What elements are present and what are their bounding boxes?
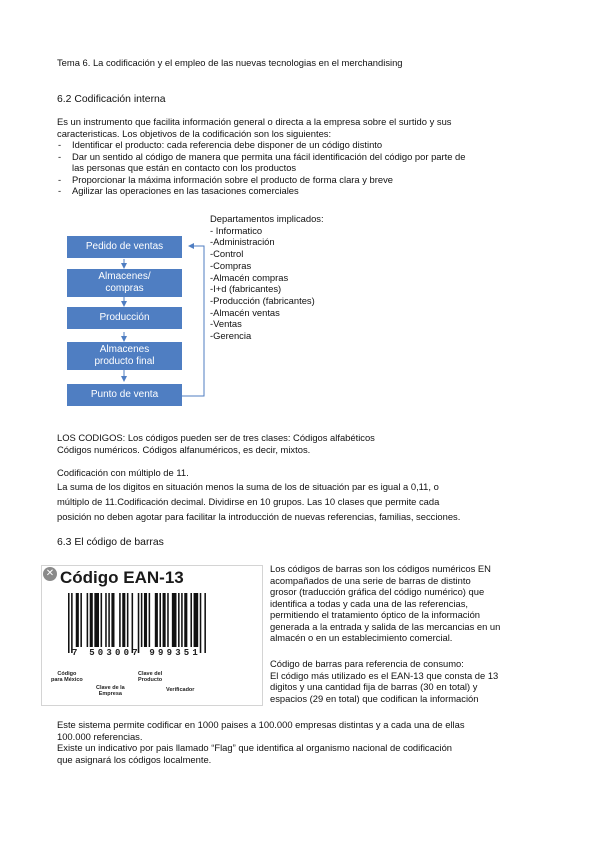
department-item: -Almacén ventas <box>210 306 280 318</box>
return-arrow <box>182 246 204 396</box>
flow-box-label: Almacenes <box>99 344 150 355</box>
footer-line: que asignará los códigos localmente. <box>57 753 212 765</box>
intro-line: caracteristicas. Los objetivos de la codificación son los siguientes: <box>57 127 332 139</box>
barcode-bar <box>71 593 73 653</box>
section-6-3-heading: 6.3 El código de barras <box>57 537 164 548</box>
label-verificador: Verificador <box>166 687 195 693</box>
objective-item <box>57 139 465 151</box>
barcode-bar <box>105 593 107 647</box>
department-item: -Producción (fabricantes) <box>210 294 315 306</box>
modulo11-title: Codificación con múltiplo de 11. <box>57 467 189 478</box>
barcode-bar <box>178 593 180 647</box>
flow-box-label: compras <box>105 283 144 294</box>
barcode-bar <box>111 593 114 647</box>
label-line: Código <box>57 671 77 677</box>
footer-line: 100.000 referencias. <box>57 730 143 742</box>
objective-text: - Agilizar las operaciones en las tasaciones comerciales <box>72 185 299 196</box>
description-line: almacén o en un establecimiento comercial. <box>270 632 453 643</box>
barcode-bar <box>167 593 169 647</box>
section-6-2-intro <box>57 116 465 197</box>
modulo11-line: posición no deben agotar para facilitar la introducción de nuevas referencias, familias, secciones. <box>57 511 461 522</box>
objective-item <box>57 151 465 174</box>
flow-box-punto-venta <box>67 384 182 406</box>
consumer-line: Código de barras para referencia de consumo: <box>270 658 464 669</box>
flow-box-almacenes-compras <box>67 269 182 297</box>
intro-line: Es un instrumento que facilita información general o directa a la empresa sobre el surtido y sus <box>57 116 452 127</box>
label-line: Producto <box>138 677 163 683</box>
barcode-bar <box>127 593 129 647</box>
barcode-bar <box>159 593 161 647</box>
barcode-bar <box>68 593 70 653</box>
barcode-bar <box>138 593 140 653</box>
label-line: Clave de la <box>96 685 125 691</box>
departments-title: Departamentos implicados: <box>210 213 324 224</box>
barcode-bar <box>132 593 134 653</box>
ean-footer-paragraph <box>57 719 465 765</box>
barcode-bar <box>87 593 89 647</box>
label-clave-empresa <box>96 685 125 697</box>
flow-box-label: Pedido de ventas <box>85 241 164 252</box>
barcode-bar <box>181 593 183 647</box>
barcode-bar <box>149 593 151 647</box>
objective-text: - Dar un sentido al código de manera que permita una fácil identificación del código por parte de <box>72 150 466 162</box>
barcode-bar <box>119 593 121 647</box>
department-item: -Administración <box>210 236 275 248</box>
department-item: -Ventas <box>210 318 242 330</box>
barcode-bar <box>122 593 125 647</box>
barcode-bar <box>163 593 166 647</box>
barcode-digits: 7 503007 999351 <box>72 648 202 658</box>
barcode-image <box>41 565 263 706</box>
label-codigo-mexico <box>51 671 83 683</box>
objective-item <box>57 174 465 186</box>
close-icon: ✕ <box>43 567 57 581</box>
footer-line: Existe un indicativo por pais llamado “Flag” que identifica al organismo nacional de codificación <box>57 742 453 753</box>
description-line: permitiendo el tratamiento óptico de la información <box>270 609 481 620</box>
barcode-bars <box>42 566 262 705</box>
modulo11-line: La suma de los digitos en situación menos la suma de los de situación par es igual a 0,11, o <box>57 481 439 492</box>
barcode-bar <box>190 593 192 647</box>
description-line: Los códigos de barras son los códigos numéricos EN <box>270 563 491 574</box>
barcode-bar <box>80 593 82 647</box>
description-line: generada a la entrada y salida de las mercancias en un <box>270 620 501 632</box>
barcode-bar <box>76 593 79 647</box>
barcode-bar <box>101 593 103 647</box>
codes-paragraph <box>57 432 375 455</box>
flow-box-label: Producción <box>99 312 150 323</box>
department-item: -Almacén compras <box>210 271 289 283</box>
departments-list <box>210 213 324 342</box>
consumer-line: espacios (29 en total) que codifican la información <box>270 692 479 704</box>
barcode-bar <box>194 593 199 647</box>
barcode-bar <box>184 593 187 647</box>
objective-text: - Identificar el producto: cada referencia debe disponer de un código distinto <box>72 139 383 150</box>
label-clave-producto <box>138 671 162 683</box>
description-line: grosor (traducción gráfica del código numérico) que <box>270 586 485 597</box>
barcode-bar <box>94 593 99 647</box>
description-line: acompañados de una serie de barras de distinto <box>270 574 471 586</box>
consumer-line: El código más utilizado es el EAN-13 que consta de 13 <box>270 669 499 681</box>
barcode-bar <box>141 593 143 647</box>
barcode-bar <box>204 593 206 653</box>
department-item: - Informatico <box>210 224 263 236</box>
objective-item <box>57 185 465 197</box>
flow-box-label: Almacenes/ <box>98 271 151 282</box>
flow-box-label: Punto de venta <box>90 389 159 400</box>
barcode-description <box>270 563 500 644</box>
department-item: -I+d (fabricantes) <box>210 283 282 295</box>
consumer-barcode-paragraph <box>270 658 498 704</box>
department-item: -Gerencia <box>210 330 252 342</box>
barcode-title: Código EAN-13 <box>60 568 184 587</box>
barcode-bar <box>144 593 147 647</box>
flow-box-pedido <box>67 236 182 258</box>
description-line: identifica a todas y cada una de las referencias, <box>270 597 469 609</box>
modulo11-line: múltiplo de 11.Codificación decimal. Dividirse en 10 grupos. Las 10 clases que permite cada <box>57 496 440 507</box>
consumer-line: digitos y una cantidad fija de barras (30 en total) y <box>270 681 478 692</box>
department-item: -Control <box>210 248 244 260</box>
department-item: -Compras <box>210 259 252 271</box>
label-line: para México <box>51 677 83 683</box>
barcode-bar <box>155 593 158 647</box>
barcode-bar <box>90 593 93 647</box>
section-6-2-heading: 6.2 Codificación interna <box>57 94 166 105</box>
objective-text: las personas que están en contacto con los productos <box>72 162 297 173</box>
codes-line: Códigos numéricos. Códigos alfanuméricos, es decir, mixtos. <box>57 443 311 455</box>
flow-box-produccion <box>67 307 182 329</box>
barcode-bar <box>108 593 110 647</box>
footer-line: Este sistema permite codificar en 1000 paises a 100.000 empresas distintas y a cada una de ellas <box>57 719 465 730</box>
barcode-bar <box>200 593 202 653</box>
document-title: Tema 6. La codificación y el empleo de las nuevas tecnologias en el merchandising <box>57 57 403 68</box>
flow-box-label: producto final <box>94 356 155 367</box>
label-line: Clave del <box>138 671 163 677</box>
modulo11-paragraph <box>57 467 460 524</box>
barcode-bar <box>172 593 177 647</box>
flow-box-almacenes-producto <box>67 342 182 370</box>
objective-text: - Proporcionar la máxima información sobre el producto de forma clara y breve <box>72 173 393 185</box>
label-line: Empresa <box>98 691 122 697</box>
objectives-list <box>57 139 465 197</box>
codes-line: LOS CODIGOS: Los códigos pueden ser de tres clases: Códigos alfabéticos <box>57 432 375 443</box>
